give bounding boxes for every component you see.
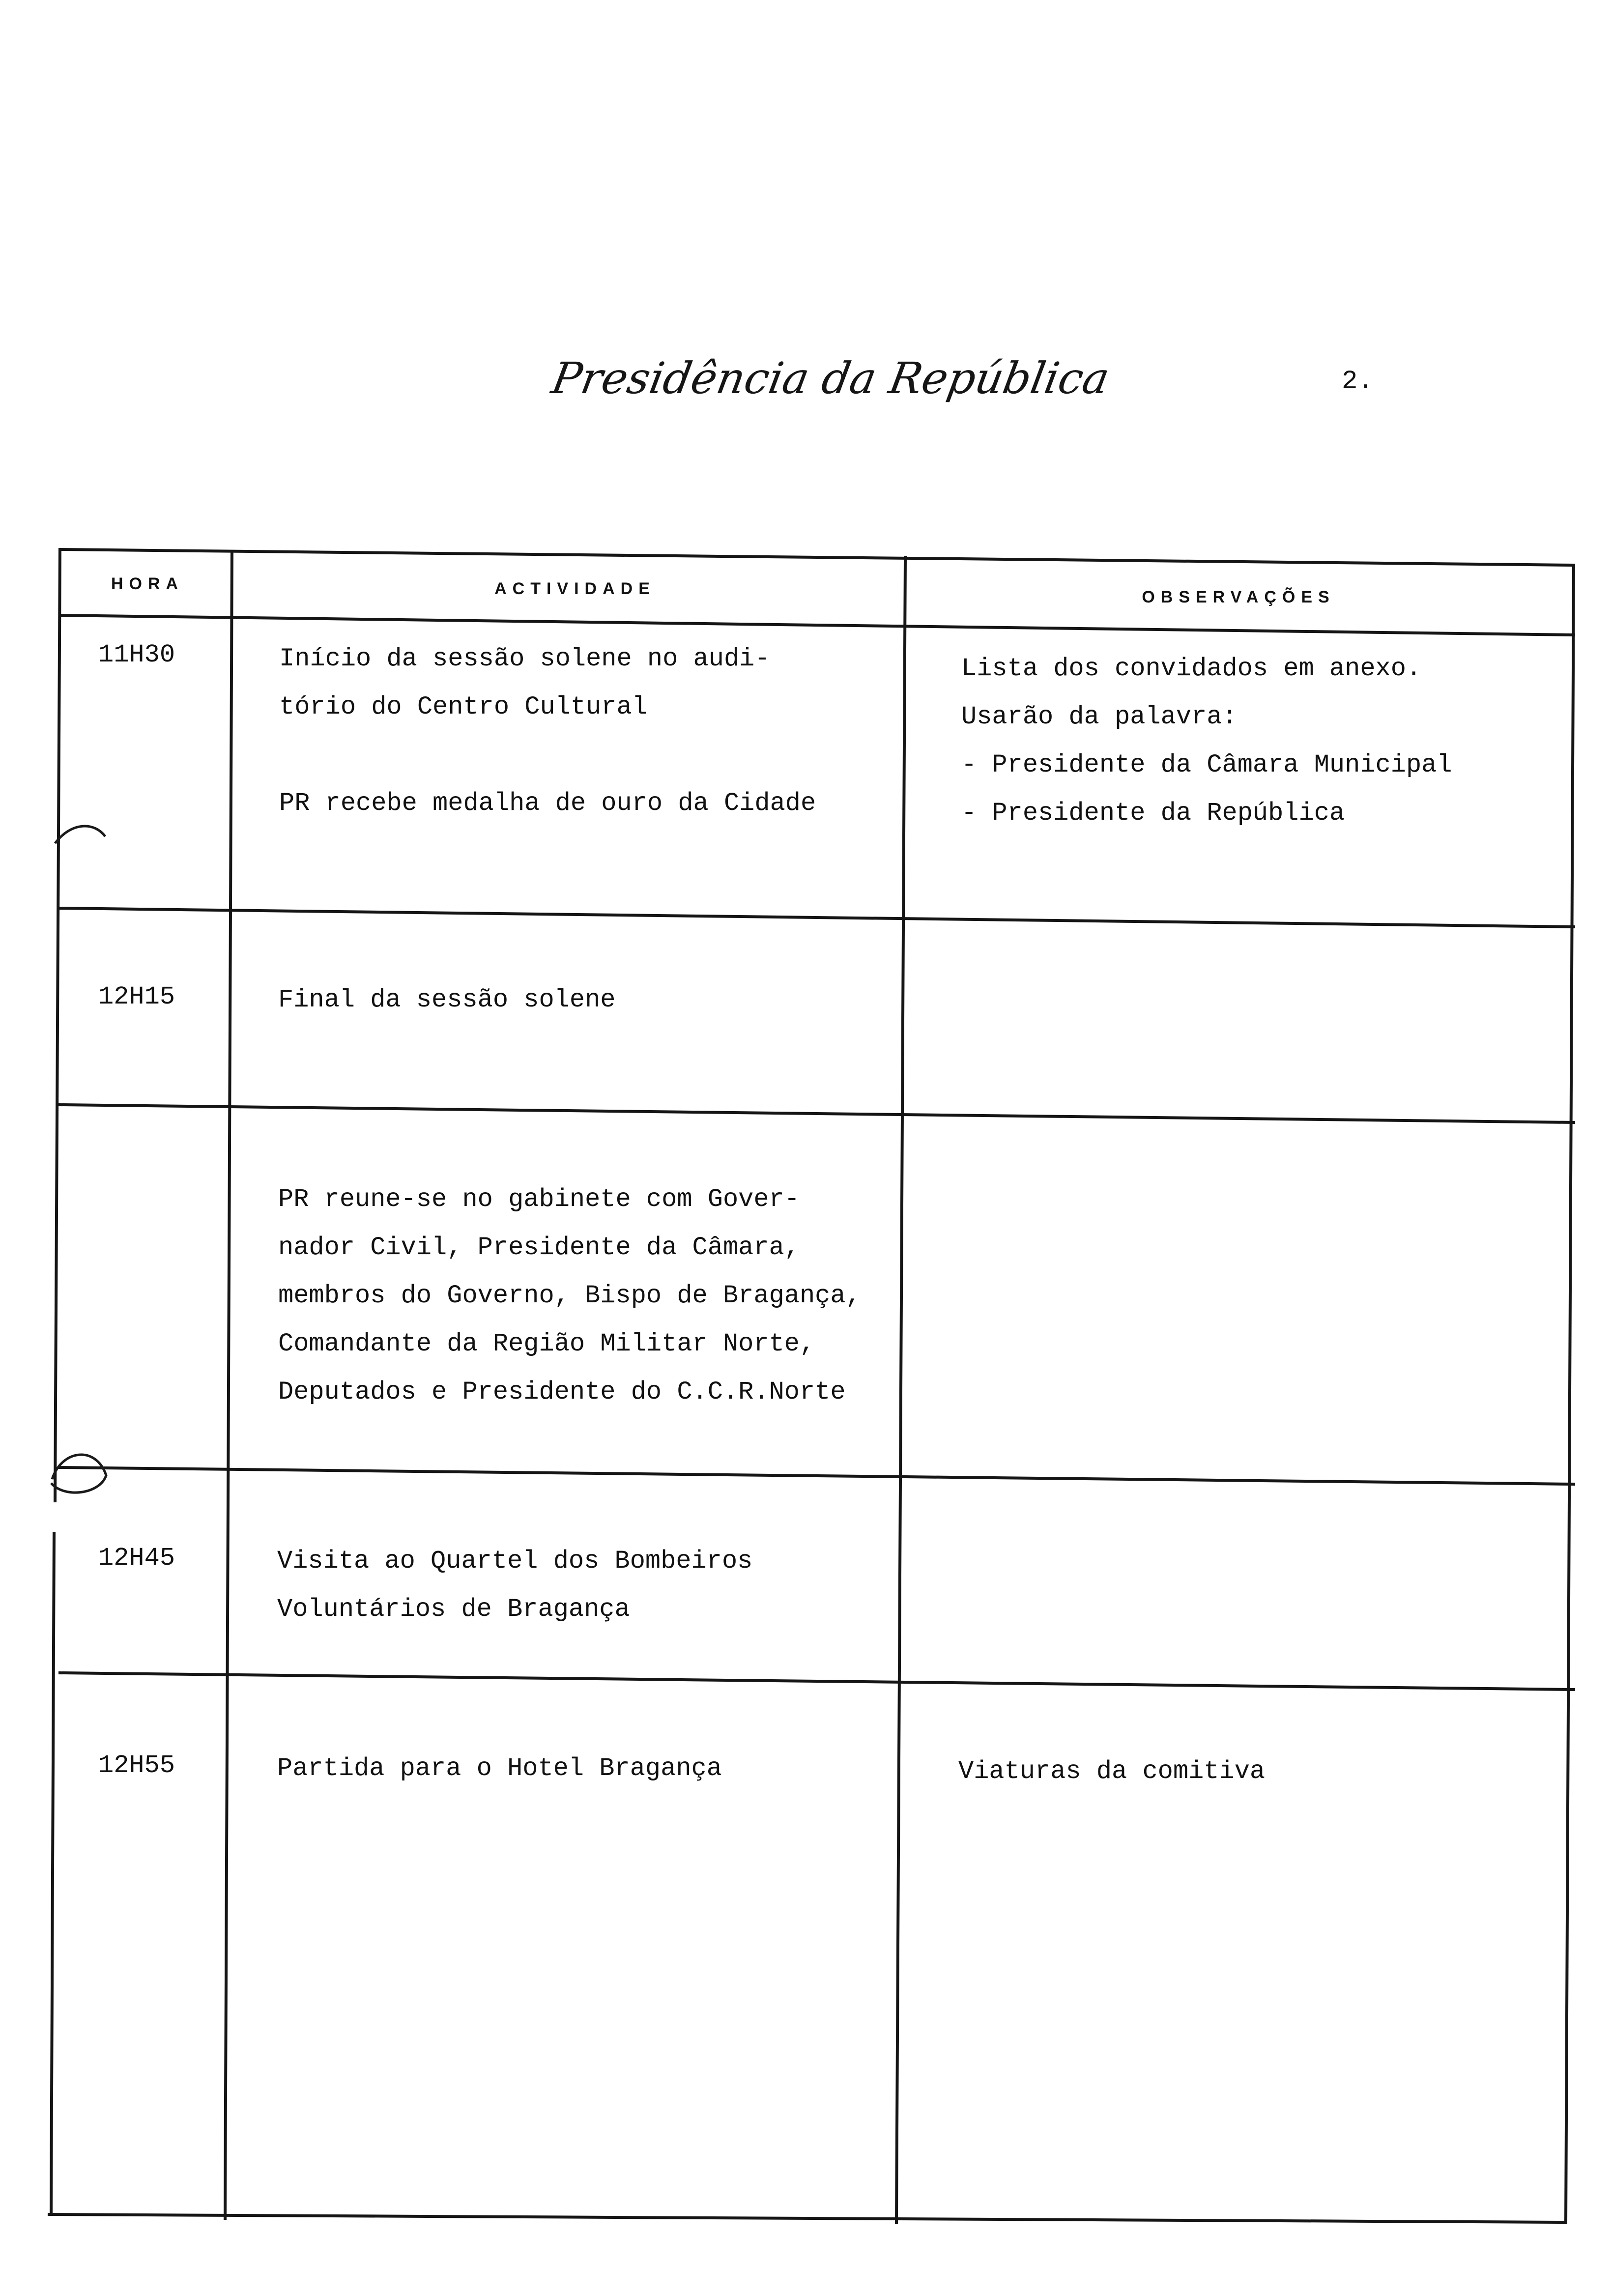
row-divider-2 [60,1105,1574,1122]
header-activity: ACTIVIDADE [494,579,656,598]
row-time: 12H45 [98,1544,175,1573]
header-time: HORA [111,574,184,593]
row-divider-3 [60,1467,1574,1484]
row-divider-1 [60,908,1574,927]
page-number: 2. [1342,367,1374,397]
header-divider [60,615,1574,635]
row-observations: Lista dos convidados em anexo. Usarão da palavra: - Presidente da Câmara Municipal - Presidente da República [961,654,1452,828]
row-activity: Final da sessão solene [278,985,616,1014]
row-activity: PR reune-se no gabinete com Gover- nador Civil, Presidente da Câmara, membros do Governo, Bispo de Bragança, Comandante da Região Militar Norte, Deputados e Presidente do C.C.R.Norte [278,1185,861,1406]
row-divider-4 [60,1673,1574,1690]
punch-hole-mark-upper [55,826,105,843]
row-time: 12H15 [98,982,175,1011]
row-activity: Partida para o Hotel Bragança [277,1754,722,1783]
table-bottom-border [49,2214,1566,2222]
header-observations: OBSERVAÇÕES [1142,588,1335,606]
page-title: Presidência da República [547,353,1114,403]
punch-hole-mark-lower [51,1455,106,1492]
table-left-border-lower [51,1533,54,2214]
activity-column-divider [896,557,905,2222]
row-activity: Início da sessão solene no audi- tório do Centro Cultural PR recebe medalha de ouro da Cidade [279,644,816,818]
row-activity: Visita ao Quartel dos Bombeiros Voluntários de Bragança [277,1547,753,1624]
table-right-border [1566,565,1574,2222]
time-column-divider [225,552,232,2218]
table-left-border [55,549,60,1501]
table-top-border [60,549,1574,565]
row-time: 12H55 [98,1751,175,1780]
row-observations: Viaturas da comitiva [958,1757,1266,1786]
row-time: 11H30 [98,640,175,669]
